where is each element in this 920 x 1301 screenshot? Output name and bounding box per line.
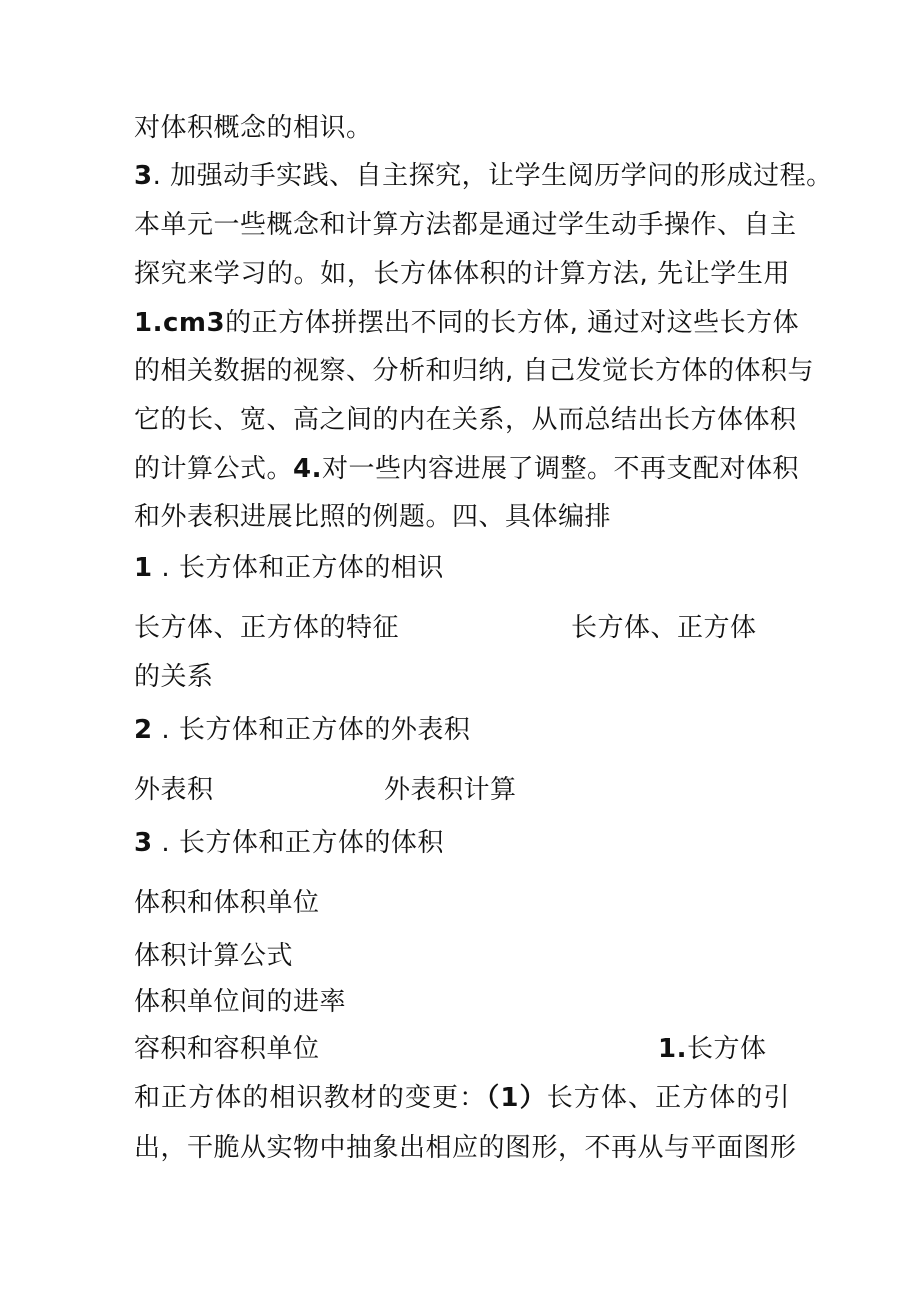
text-span: 长方体、正方体的引 bbox=[546, 1083, 790, 1113]
text-span: 探究来学习的。如，长方体体积的计算方法, 先让学生用 bbox=[134, 259, 790, 289]
text-span: 它的长、宽、高之间的内在关系，从而总结出长方体体积 bbox=[134, 405, 797, 435]
outline-item: 体积单位间的进率 bbox=[134, 987, 347, 1017]
text-span: 的计算公式。 bbox=[134, 454, 294, 484]
section-3-item bbox=[134, 1032, 320, 1066]
section-number: 1 bbox=[134, 553, 153, 583]
text-span: 对一些内容进展了调整。不再支配对体积 bbox=[321, 454, 799, 484]
text-line bbox=[134, 306, 799, 340]
section-heading-1 bbox=[134, 551, 444, 585]
section-number: 1. bbox=[658, 1034, 687, 1064]
section-3-item bbox=[134, 939, 293, 973]
section-number: 2 bbox=[134, 715, 153, 745]
heading-point-3 bbox=[134, 159, 833, 193]
text-line bbox=[134, 354, 815, 388]
text-span: 出，干脆从实物中抽象出相应的图形，不再从与平面图形 bbox=[134, 1133, 797, 1163]
section-heading-3 bbox=[134, 826, 444, 860]
unit-label: 1.cm3 bbox=[134, 308, 226, 338]
section-1-item-cont bbox=[134, 660, 214, 694]
outline-item: 的关系 bbox=[134, 662, 214, 692]
text-line bbox=[134, 403, 797, 437]
text-line bbox=[134, 1081, 790, 1115]
text-span: 和正方体的相识教材的变更： bbox=[134, 1083, 487, 1113]
section-3-item bbox=[134, 985, 346, 1019]
outline-item: 容积和容积单位 bbox=[134, 1034, 320, 1064]
outline-item: 长方体、正方体 bbox=[571, 613, 757, 643]
text-span: . 加强动手实践、自主探究，让学生阅历学问的形成过程。 bbox=[152, 161, 833, 191]
section-1-item bbox=[571, 611, 757, 645]
text-span: 对体积概念的相识。 bbox=[134, 113, 373, 143]
outline-item: 外表积 bbox=[134, 775, 214, 805]
section-title: . 长方体和正方体的相识 bbox=[152, 553, 444, 583]
section-title: 长方体 bbox=[686, 1034, 767, 1064]
text-line bbox=[134, 500, 611, 534]
point-number: （1） bbox=[486, 1083, 547, 1113]
section-title: . 长方体和正方体的体积 bbox=[152, 828, 444, 858]
section-title: . 长方体和正方体的外表积 bbox=[152, 715, 471, 745]
text-line bbox=[134, 208, 797, 242]
section-3-item bbox=[134, 886, 320, 920]
outline-item: 体积计算公式 bbox=[134, 941, 294, 971]
section-heading-2 bbox=[134, 713, 470, 747]
text-span: 和外表积进展比照的例题。四、具体编排 bbox=[134, 502, 612, 532]
outline-item: 体积和体积单位 bbox=[134, 888, 320, 918]
subsection-heading bbox=[658, 1032, 766, 1066]
point-number: 3 bbox=[134, 161, 153, 191]
text-span: 的相关数据的视察、分析和归纳, 自己发觉长方体的体积与 bbox=[134, 356, 815, 386]
text-span: 本单元一些概念和计算方法都是通过学生动手操作、自主 bbox=[134, 210, 797, 240]
text-span: 的正方体拼摆出不同的长方体, 通过对这些长方体 bbox=[225, 308, 800, 338]
outline-item: 长方体、正方体的特征 bbox=[134, 613, 400, 643]
outline-item: 外表积计算 bbox=[384, 775, 517, 805]
point-number: 4. bbox=[293, 454, 322, 484]
heading-point-4 bbox=[134, 452, 799, 486]
section-number: 3 bbox=[134, 828, 153, 858]
text-line bbox=[134, 257, 790, 291]
text-line bbox=[134, 111, 373, 145]
section-2-item bbox=[384, 773, 517, 807]
section-1-item bbox=[134, 611, 399, 645]
section-2-item bbox=[134, 773, 214, 807]
text-line bbox=[134, 1131, 797, 1165]
